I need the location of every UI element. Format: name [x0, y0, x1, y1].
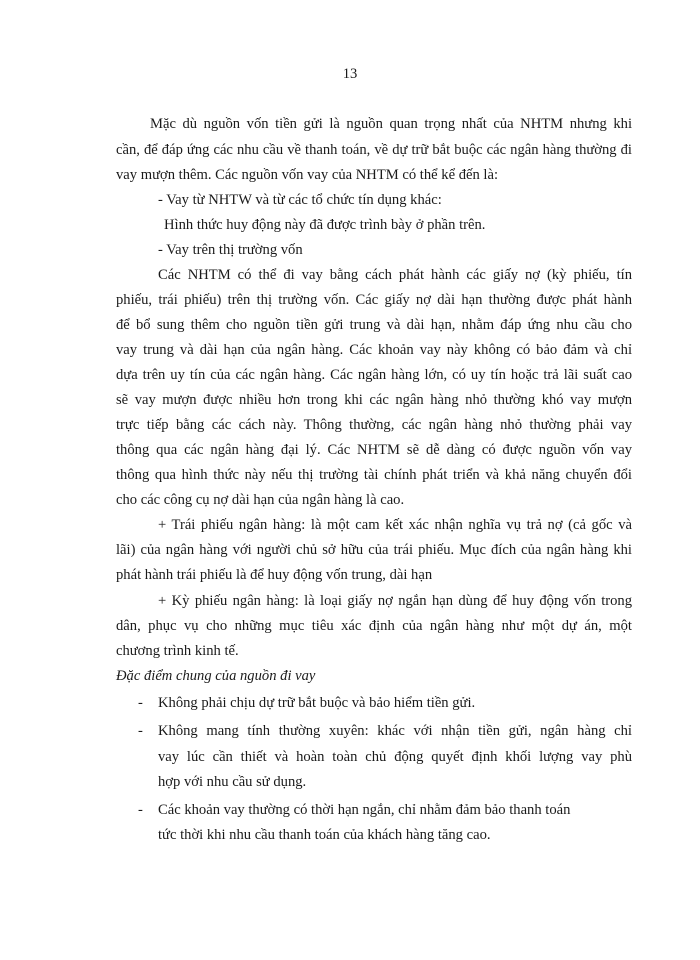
list-bullet: -	[138, 802, 143, 818]
paragraph-line: thông qua hình thức này nếu thị trường tài chính phát triển và khả năng chuyển đổi	[116, 467, 632, 483]
paragraph-line: trực tiếp bằng các cách này. Thông thường, các ngân hàng nhỏ thường phải vay	[116, 417, 632, 433]
paragraph-line: dựa trên uy tín của các ngân hàng. Các ngân hàng lớn, có uy tín hoặc trả lãi suất cao	[116, 367, 632, 383]
paragraph-line: vay trung và dài hạn của ngân hàng. Các khoản vay này không có bảo đảm và chỉ	[116, 342, 632, 358]
section-heading: Đặc điểm chung của nguồn đi vay	[116, 668, 316, 684]
list-item: Các khoản vay thường có thời hạn ngắn, chỉ nhằm đảm bảo thanh toán	[158, 802, 571, 818]
paragraph-line: + Kỳ phiếu ngân hàng: là loại giấy nợ ngắn hạn dùng để huy động vốn trong	[158, 593, 632, 609]
paragraph-line: cần, để đáp ứng các nhu cầu về thanh toán, về dự trữ bắt buộc các ngân hàng thường đi	[116, 142, 632, 158]
paragraph-line: cho các công cụ nợ dài hạn của ngân hàng là cao.	[116, 492, 405, 508]
paragraph-line: Mặc dù nguồn vốn tiền gửi là nguồn quan trọng nhất của NHTM nhưng khi	[150, 116, 632, 132]
paragraph-line: thông qua các ngân hàng đại lý. Các NHTM sẽ dễ dàng có được nguồn vốn vay	[116, 442, 632, 458]
paragraph-line: phát hành trái phiếu là để huy động vốn trung, dài hạn	[116, 567, 433, 583]
list-bullet: -	[138, 723, 143, 739]
paragraph-line: + Trái phiếu ngân hàng: là một cam kết xác nhận nghĩa vụ trả nợ (cả gốc và	[158, 517, 632, 533]
list-item: Không phải chịu dự trữ bắt buộc và bảo hiểm tiền gửi.	[158, 695, 476, 711]
list-item: Không mang tính thường xuyên: khác với nhận tiền gửi, ngân hàng chỉ	[158, 723, 632, 739]
list-item: - Vay trên thị trường vốn	[158, 242, 303, 258]
paragraph-line: chương trình kinh tế.	[116, 643, 239, 659]
list-bullet: -	[138, 695, 143, 711]
paragraph-line: lãi) của ngân hàng với người chủ sở hữu của trái phiếu. Mục đích của ngân hàng khi	[116, 542, 632, 558]
paragraph-line: để bổ sung thêm cho nguồn tiền gửi trung và dài hạn, nhằm đáp ứng nhu cầu cho	[116, 317, 632, 333]
paragraph-line: sẽ vay mượn được nhiều hơn trong khi các ngân hàng nhỏ thường khó vay mượn	[116, 392, 632, 408]
list-item-continuation: vay lúc cần thiết và hoàn toàn chủ động quyết định khối lượng vay phù	[158, 749, 632, 765]
list-item-continuation: hợp với nhu cầu sử dụng.	[158, 774, 307, 790]
paragraph-line: dân, phục vụ cho những mục tiêu xác định của ngân hàng như một dự án, một	[116, 618, 632, 634]
paragraph-line: Các NHTM có thể đi vay bằng cách phát hành các giấy nợ (kỳ phiếu, tín	[158, 267, 632, 283]
paragraph-line: phiếu, trái phiếu) trên thị trường vốn. Các giấy nợ dài hạn thường được phát hành	[116, 292, 632, 308]
list-item-continuation: tức thời khi nhu cầu thanh toán của khách hàng tăng cao.	[158, 827, 491, 843]
list-item: - Vay từ NHTW và từ các tổ chức tín dụng khác:	[158, 192, 442, 208]
page-number: 13	[342, 66, 358, 82]
paragraph-line: Hình thức huy động này đã được trình bày ở phần trên.	[164, 217, 486, 233]
paragraph-line: vay mượn thêm. Các nguồn vốn vay của NHTM có thể kể đến là:	[116, 167, 498, 183]
